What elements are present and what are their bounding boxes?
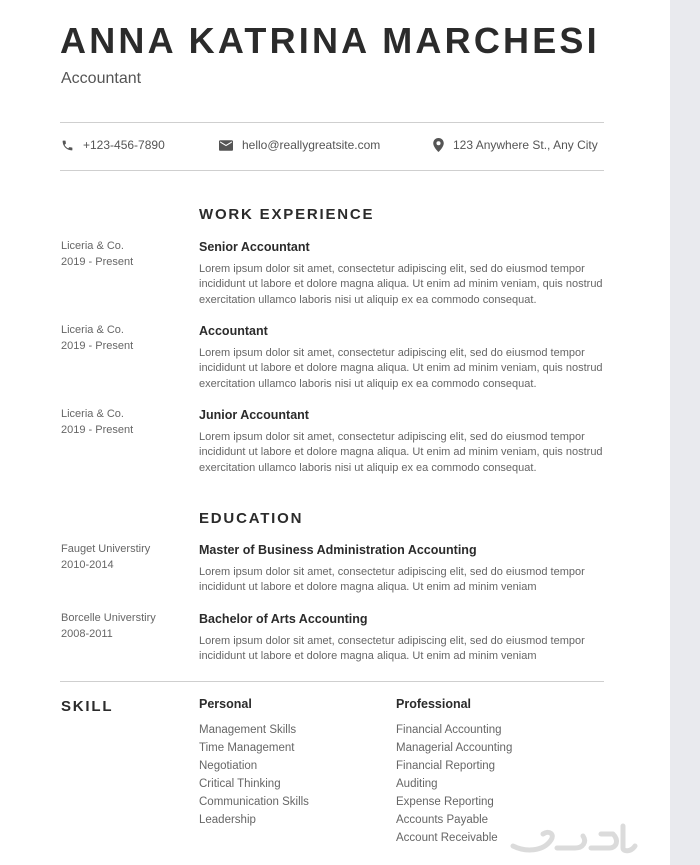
skill-item: Accounts Payable <box>396 814 489 826</box>
degree-title: Master of Business Administration Accounting <box>199 543 477 557</box>
work-experience-title: WORK EXPERIENCE <box>199 206 375 223</box>
professional-skills-title: Professional <box>396 697 472 711</box>
work-dates: 2019 - Present <box>61 424 134 436</box>
location-pin-icon <box>433 138 444 152</box>
job-title: Accountant <box>199 324 268 338</box>
company-name: Liceria & Co. <box>61 324 124 336</box>
personal-skills-title: Personal <box>199 697 252 711</box>
email-text: hello@reallygreatsite.com <box>242 138 381 152</box>
work-dates: 2019 - Present <box>61 340 134 352</box>
job-title: Senior Accountant <box>199 240 310 254</box>
skill-item: Financial Reporting <box>396 760 496 772</box>
watermark-logo-icon <box>505 818 645 858</box>
personal-skills-list <box>199 721 309 829</box>
job-description: Lorem ipsum dolor sit amet, consectetur adipiscing elit, sed do eiusmod tempor incididunt ut labore et dolore magna aliqua. Ut enim ad minim veniam, quis nostrud exercitation ullamco laboris nisi ut aliquip ex ea commodo consequat. <box>199 347 603 390</box>
contact-email <box>219 138 380 152</box>
skill-item: Critical Thinking <box>199 778 281 790</box>
skill-item: Financial Accounting <box>396 724 502 736</box>
education-description: Lorem ipsum dolor sit amet, consectetur adipiscing elit, sed do eiusmod tempor incididunt ut labore et dolore magna aliqua. Ut enim ad minim veniam <box>199 566 585 594</box>
education-description: Lorem ipsum dolor sit amet, consectetur adipiscing elit, sed do eiusmod tempor incididunt ut labore et dolore magna aliqua. Ut enim ad minim veniam <box>199 635 585 663</box>
contact-divider <box>60 170 604 171</box>
degree-title: Bachelor of Arts Accounting <box>199 612 368 626</box>
top-divider <box>60 122 604 123</box>
job-description: Lorem ipsum dolor sit amet, consectetur adipiscing elit, sed do eiusmod tempor incididunt ut labore et dolore magna aliqua. Ut enim ad minim veniam, quis nostrud exercitation ullamco laboris nisi ut aliquip ex ea commodo consequat. <box>199 263 603 306</box>
education-item-meta <box>61 610 156 642</box>
school-name: Fauget Universtiry <box>61 543 151 555</box>
education-dates: 2010-2014 <box>61 559 114 571</box>
contact-phone <box>61 138 165 152</box>
education-dates: 2008-2011 <box>61 628 113 640</box>
skill-item: Management Skills <box>199 724 297 736</box>
candidate-role: Accountant <box>61 70 142 87</box>
contact-address <box>433 138 598 152</box>
skill-title: SKILL <box>61 698 114 715</box>
company-name: Liceria & Co. <box>61 240 124 252</box>
education-item-meta <box>61 541 150 573</box>
skill-divider <box>60 681 604 682</box>
job-description: Lorem ipsum dolor sit amet, consectetur adipiscing elit, sed do eiusmod tempor incididunt ut labore et dolore magna aliqua. Ut enim ad minim veniam, quis nostrud exercitation ullamco laboris nisi ut aliquip ex ea commodo consequat. <box>199 431 603 474</box>
work-item-meta <box>61 406 133 438</box>
phone-text: +123-456-7890 <box>83 138 165 152</box>
skill-item: Expense Reporting <box>396 796 494 808</box>
company-name: Liceria & Co. <box>61 408 124 420</box>
page-side-strip <box>670 0 700 865</box>
phone-icon <box>61 139 74 152</box>
skill-item: Managerial Accounting <box>396 742 513 754</box>
email-icon <box>219 140 233 151</box>
address-text: 123 Anywhere St., Any City <box>453 138 598 152</box>
work-dates: 2019 - Present <box>61 256 134 268</box>
work-item-meta <box>61 322 133 354</box>
skill-item: Leadership <box>199 814 256 826</box>
job-title: Junior Accountant <box>199 408 309 422</box>
candidate-name: ANNA KATRINA MARCHESI <box>60 20 600 61</box>
school-name: Borcelle Universtiry <box>61 612 156 624</box>
skill-item: Communication Skills <box>199 796 309 808</box>
skill-item: Time Management <box>199 742 295 754</box>
professional-skills-list <box>396 721 512 847</box>
work-item-meta <box>61 238 133 270</box>
skill-item: Negotiation <box>199 760 258 772</box>
skill-item: Auditing <box>396 778 438 790</box>
education-title: EDUCATION <box>199 510 304 527</box>
skill-item: Account Receivable <box>396 832 498 844</box>
